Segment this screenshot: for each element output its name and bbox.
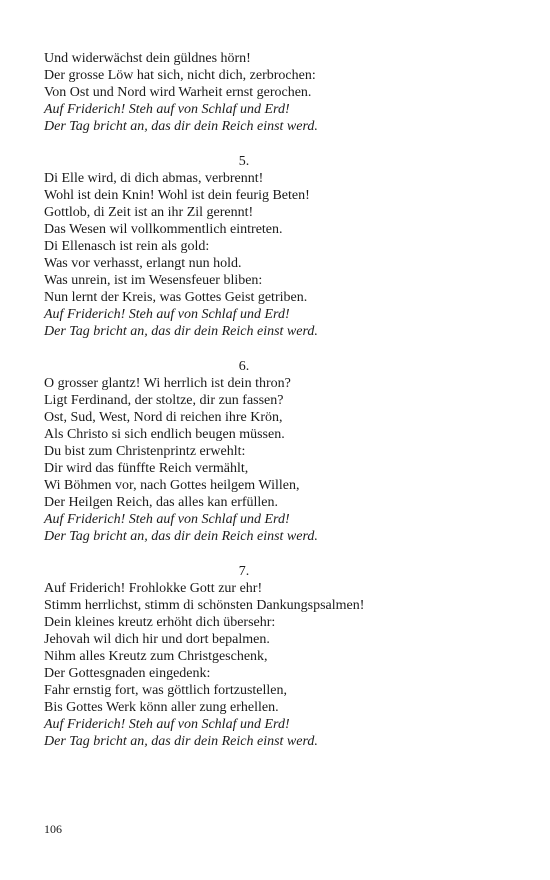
verse-line: Wohl ist dein Knin! Wohl ist dein feurig Beten! [44, 188, 310, 203]
verse-line: Gottlob, di Zeit ist an ihr Zil gerennt! [44, 205, 254, 220]
verse-line: Wi Böhmen vor, nach Gottes heilgem Willen, [44, 478, 300, 493]
refrain-line: Der Tag bricht an, das dir dein Reich einst werd. [44, 324, 318, 339]
verse-line: Ligt Ferdinand, der stoltze, dir zun fassen? [44, 393, 284, 408]
verse-line: Dir wird das fünffte Reich vermählt, [44, 461, 249, 476]
verse-line: Ost, Sud, West, Nord di reichen ihre Krön, [44, 410, 283, 425]
stanza [44, 153, 514, 340]
refrain-line: Auf Friderich! Steh auf von Schlaf und Erd! [44, 717, 290, 732]
verse-line: Nun lernt der Kreis, was Gottes Geist getriben. [44, 290, 308, 305]
verse-line: Was unrein, ist im Wesensfeuer bliben: [44, 273, 263, 288]
stanza [44, 358, 514, 545]
refrain-line: Auf Friderich! Steh auf von Schlaf und Erd! [44, 102, 290, 117]
verse-line: Fahr ernstig fort, was göttlich fortzustellen, [44, 683, 287, 698]
verse-line: Di Ellenasch ist rein als gold: [44, 239, 210, 254]
verse-line: Was vor verhasst, erlangt nun hold. [44, 256, 242, 271]
refrain-line: Der Tag bricht an, das dir dein Reich einst werd. [44, 529, 318, 544]
verse-line: O grosser glantz! Wi herrlich ist dein thron? [44, 376, 291, 391]
verse-line: Von Ost und Nord wird Warheit ernst gerochen. [44, 85, 312, 100]
verse-line: Stimm herrlichst, stimm di schönsten Dankungspsalmen! [44, 598, 365, 613]
refrain-line: Auf Friderich! Steh auf von Schlaf und Erd! [44, 512, 290, 527]
verse-line: Di Elle wird, di dich abmas, verbrennt! [44, 171, 264, 186]
refrain-line: Auf Friderich! Steh auf von Schlaf und Erd! [44, 307, 290, 322]
refrain-line: Der Tag bricht an, das dir dein Reich einst werd. [44, 734, 318, 749]
verse-line: Auf Friderich! Frohlokke Gott zur ehr! [44, 581, 263, 596]
verse-line: Nihm alles Kreutz zum Christgeschenk, [44, 649, 268, 664]
verse-line: Das Wesen wil vollkommentlich eintreten. [44, 222, 283, 237]
stanza-number: 5. [238, 154, 250, 169]
verse-line: Und widerwächst dein güldnes hörn! [44, 51, 251, 66]
verse-line: Du bist zum Christenprintz erwehlt: [44, 444, 246, 459]
verse-line: Jehovah wil dich hir und dort bepalmen. [44, 632, 270, 647]
stanza-number: 7. [238, 564, 250, 579]
verse-line: Der grosse Löw hat sich, nicht dich, zerbrochen: [44, 68, 316, 83]
verse-line: Als Christo si sich endlich beugen müssen. [44, 427, 285, 442]
verse-line: Der Heilgen Reich, das alles kan erfüllen. [44, 495, 279, 510]
stanza [44, 563, 514, 750]
stanza-number: 6. [238, 359, 250, 374]
page-number: 106 [44, 822, 62, 836]
verse-line: Der Gottesgnaden eingedenk: [44, 666, 211, 681]
verse-line: Dein kleines kreutz erhöht dich übersehr: [44, 615, 276, 630]
stanza [44, 50, 514, 135]
poem-page [44, 50, 514, 768]
verse-line: Bis Gottes Werk könn aller zung erhellen. [44, 700, 279, 715]
refrain-line: Der Tag bricht an, das dir dein Reich einst werd. [44, 119, 318, 134]
